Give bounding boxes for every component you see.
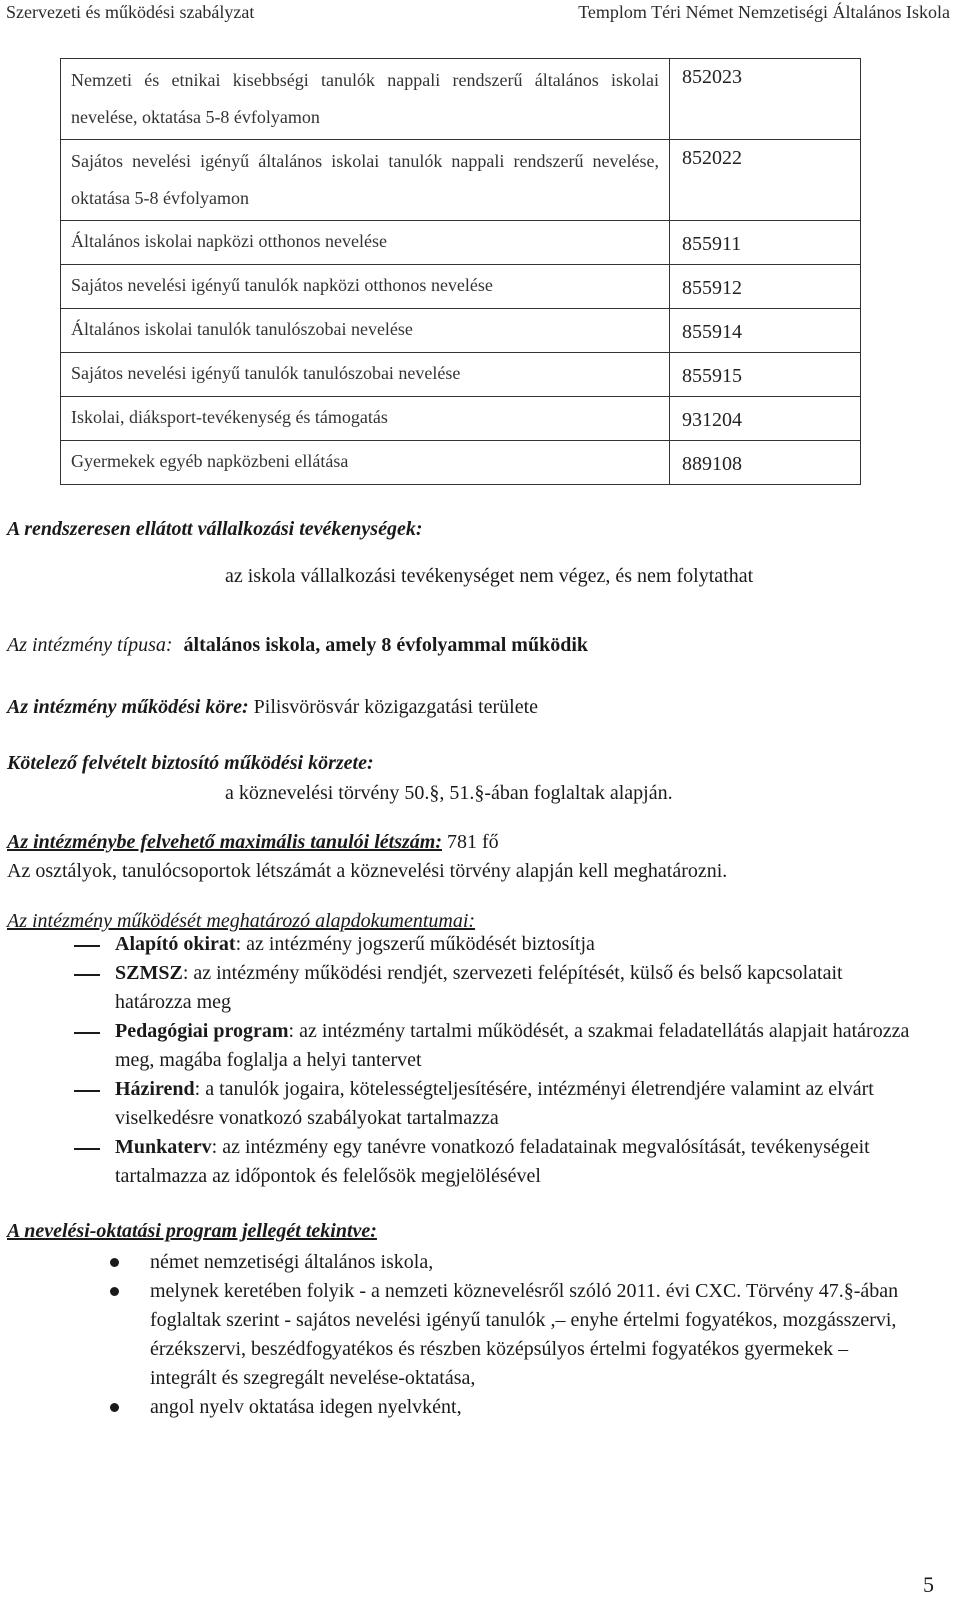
activity-code: 931204	[670, 397, 861, 441]
activity-description: Gyermekek egyéb napközbeni ellátása	[61, 441, 670, 485]
activity-description: Általános iskolai tanulók tanulószobai nevelése	[61, 309, 670, 353]
document-name: SZMSZ	[115, 962, 183, 984]
activity-description: Általános iskolai napközi otthonos nevelése	[61, 221, 670, 265]
list-item	[70, 930, 910, 959]
page-header	[0, 0, 960, 30]
table-row	[61, 397, 861, 441]
activity-description: Iskolai, diáksport-tevékenység és támogatás	[61, 397, 670, 441]
activity-code: 855912	[670, 265, 861, 309]
document-description: : az intézmény egy tanévre vonatkozó feladatainak megvalósítását, tevékenységeit tartalmazza az időpontok és felelősök megjelölésével	[115, 1136, 870, 1187]
documents-list	[70, 930, 910, 1191]
business-label: A rendszeresen ellátott vállalkozási tevékenységek:	[7, 518, 423, 540]
table-row	[61, 59, 861, 140]
list-item	[70, 1017, 910, 1075]
district-label: Kötelező felvételt biztosító működési körzete:	[7, 752, 374, 774]
program-item: angol nyelv oktatása idegen nyelvként,	[150, 1396, 462, 1418]
table-row	[61, 221, 861, 265]
document-name: Alapító okirat	[115, 933, 236, 955]
type-value: általános iskola, amely 8 évfolyammal működik	[183, 634, 589, 656]
document-description: : az intézmény tartalmi működését, a szakmai feladatellátás alapjait határozza meg, magába foglalja a helyi tantervet	[115, 1020, 910, 1071]
table-row	[61, 441, 861, 485]
document-description: : a tanulók jogaira, kötelességteljesítésére, intézményi életrendjére valamint az elvárt viselkedésre vonatkozó szabályokat tartalmazza	[115, 1078, 874, 1129]
bullet-icon	[110, 1403, 119, 1412]
bullet-icon	[110, 1287, 119, 1296]
type-line	[7, 634, 588, 657]
scope-line	[7, 696, 538, 719]
list-item	[105, 1277, 905, 1393]
activity-description: Nemzeti és etnikai kisebbségi tanulók nappali rendszerű általános iskolai nevelése, oktatása 5-8 évfolyamon	[61, 59, 670, 140]
activity-code: 889108	[670, 441, 861, 485]
documents-label: Az intézmény működését meghatározó alapdokumentumai:	[7, 910, 476, 932]
document-name: Munkaterv	[115, 1136, 212, 1158]
capacity-label: Az intézménybe felvehető maximális tanulói létszám:	[7, 831, 442, 853]
table-row	[61, 353, 861, 397]
list-item	[70, 959, 910, 1017]
activity-code: 852022	[670, 140, 861, 221]
activities-table	[60, 58, 861, 485]
activity-code: 852023	[670, 59, 861, 140]
page-number: 5	[923, 1572, 934, 1597]
activity-code: 855914	[670, 309, 861, 353]
list-item	[70, 1075, 910, 1133]
capacity-value: 781 fő	[447, 831, 499, 853]
document-name: Pedagógiai program	[115, 1020, 289, 1042]
scope-label: Az intézmény működési köre:	[7, 696, 249, 718]
list-item	[70, 1133, 910, 1191]
list-item	[105, 1393, 905, 1422]
document-description: : az intézmény jogszerű működését biztosítja	[235, 933, 595, 955]
capacity-note: Az osztályok, tanulócsoportok létszámát a köznevelési törvény alapján kell meghatározni.	[7, 860, 728, 882]
activity-code: 855915	[670, 353, 861, 397]
table-row	[61, 309, 861, 353]
table-row	[61, 140, 861, 221]
program-item: melynek keretében folyik - a nemzeti köznevelésről szóló 2011. évi CXC. Törvény 47.§-ában foglaltak szerint - sajátos nevelési igényű tanulók ,– enyhe értelmi fogyatékos, mozgásszervi, érzékszervi, beszédfogyatékos és részben középsúlyos értelmi fogyatékos gyermekek – integrált és szegregált nevelése-oktatása,	[150, 1280, 899, 1389]
business-value: az iskola vállalkozási tevékenységet nem végez, és nem folytathat	[225, 565, 754, 587]
program-list	[105, 1248, 905, 1422]
program-label: A nevelési-oktatási program jellegét tekintve:	[7, 1220, 377, 1242]
type-label: Az intézmény típusa:	[7, 634, 173, 656]
district-value: a köznevelési törvény 50.§, 51.§-ában foglaltak alapján.	[225, 782, 673, 804]
document-name: Házirend	[115, 1078, 195, 1100]
document-description: : az intézmény működési rendjét, szervezeti felépítését, külső és belső kapcsolatait határozza meg	[115, 962, 843, 1013]
program-item: német nemzetiségi általános iskola,	[150, 1251, 434, 1273]
header-document-title: Szervezeti és működési szabályzat	[6, 2, 255, 22]
list-item	[105, 1248, 905, 1277]
activity-code: 855911	[670, 221, 861, 265]
table-row	[61, 265, 861, 309]
activity-description: Sajátos nevelési igényű általános iskolai tanulók nappali rendszerű nevelése, oktatása 5-8 évfolyamon	[61, 140, 670, 221]
activity-description: Sajátos nevelési igényű tanulók tanulószobai nevelése	[61, 353, 670, 397]
activity-description: Sajátos nevelési igényű tanulók napközi otthonos nevelése	[61, 265, 670, 309]
capacity-line	[7, 831, 499, 854]
bullet-icon	[110, 1258, 119, 1267]
scope-value: Pilisvörösvár közigazgatási területe	[253, 696, 539, 718]
header-school-name: Templom Téri Német Nemzetiségi Általános Iskola	[578, 2, 950, 22]
